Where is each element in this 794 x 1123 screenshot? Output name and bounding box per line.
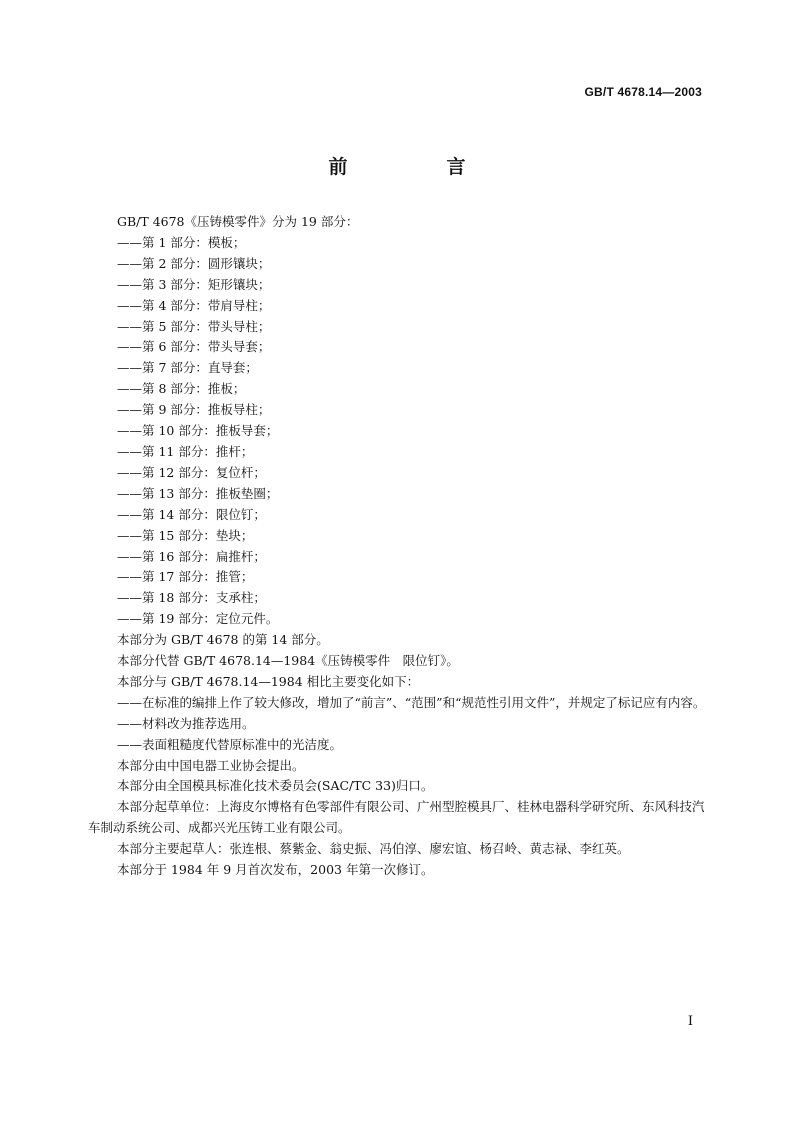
list-item-part-1: ——第 1 部分：模板； — [117, 234, 246, 250]
list-item-part-6: ——第 6 部分：带头导套； — [117, 339, 271, 355]
paragraph-drafters: 本部分主要起草人：张连根、蔡紫金、翁史振、冯伯淳、廖宏谊、杨召岭、黄志禄、李红英。 — [117, 841, 630, 857]
standard-code: GB/T 4678.14—2003 — [584, 85, 702, 99]
list-item-part-19: ——第 19 部分：定位元件。 — [117, 611, 279, 627]
paragraph-history: 本部分于 1984 年 9 月首次发布，2003 年第一次修订。 — [117, 862, 434, 878]
paragraph-administered-by: 本部分由全国模具标准化技术委员会(SAC/TC 33)归口。 — [117, 778, 434, 794]
list-item-part-13: ——第 13 部分：推板垫圈； — [117, 485, 279, 501]
list-item-part-8: ——第 8 部分：推板； — [117, 381, 246, 397]
page-number: I — [687, 1014, 693, 1029]
list-item-part-18: ——第 18 部分：支承柱； — [117, 590, 266, 606]
page-title: 前 言 — [328, 156, 506, 178]
list-item-part-4: ——第 4 部分：带肩导柱； — [117, 297, 271, 313]
list-item-part-14: ——第 14 部分：限位钉； — [117, 506, 266, 522]
list-item-part-10: ——第 10 部分：推板导套； — [117, 423, 279, 439]
change-item-1: ——在标准的编排上作了较大修改，增加了“前言”、“范围”和“规范性引用文件”，并规定了标记应有内容。 — [117, 694, 706, 710]
paragraph-part-of: 本部分为 GB/T 4678 的第 14 部分。 — [117, 632, 329, 648]
change-item-3: ——表面粗糙度代替原标准中的光洁度。 — [117, 736, 343, 752]
list-item-part-11: ——第 11 部分：推杆； — [117, 443, 254, 459]
list-item-part-17: ——第 17 部分：推管； — [117, 569, 254, 585]
paragraph-proposed-by: 本部分由中国电器工业协会提出。 — [117, 757, 305, 773]
foreword-body — [88, 212, 708, 881]
paragraph-drafting-units: 本部分起草单位：上海皮尔博格有色零部件有限公司、广州型腔模具厂、桂林电器科学研究所、东风科技汽车制动系统公司、成都兴光压铸工业有限公司。 — [88, 799, 705, 836]
list-item-part-5: ——第 5 部分：带头导柱； — [117, 318, 271, 334]
list-item-part-15: ——第 15 部分：垫块； — [117, 527, 254, 543]
list-item-part-3: ——第 3 部分：矩形镶块； — [117, 276, 271, 292]
paragraph-replaces: 本部分代替 GB/T 4678.14—1984《压铸模零件 限位钉》。 — [117, 653, 459, 669]
paragraph-intro: GB/T 4678《压铸模零件》分为 19 部分： — [117, 214, 359, 229]
change-item-2: ——材料改为推荐选用。 — [117, 715, 255, 731]
list-item-part-16: ——第 16 部分：扁推杆； — [117, 548, 266, 564]
paragraph-changes-intro: 本部分与 GB/T 4678.14—1984 相比主要变化如下： — [117, 673, 420, 689]
list-item-part-7: ——第 7 部分：直导套； — [117, 360, 258, 376]
list-item-part-12: ——第 12 部分：复位杆； — [117, 464, 266, 480]
list-item-part-9: ——第 9 部分：推板导柱； — [117, 402, 271, 418]
list-item-part-2: ——第 2 部分：圆形镶块； — [117, 255, 271, 271]
